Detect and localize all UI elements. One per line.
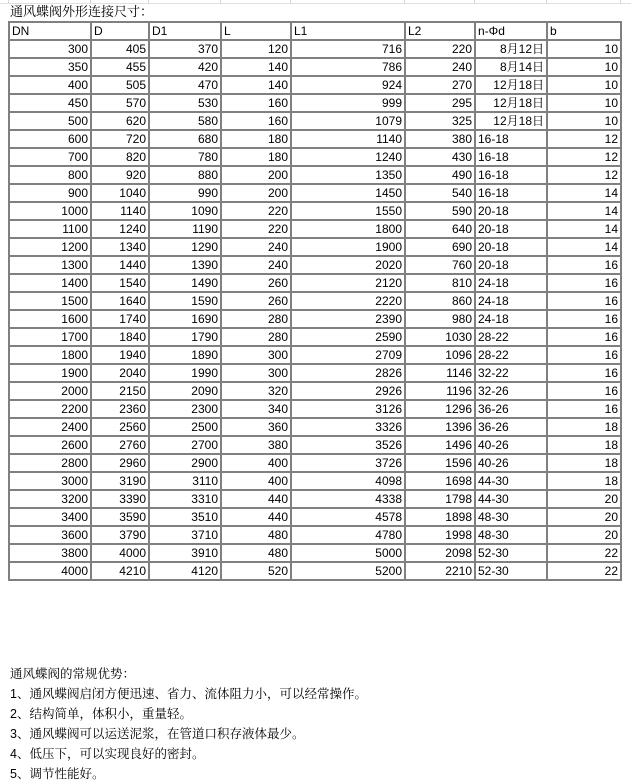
table-cell: 36-26 [475, 400, 547, 418]
table-cell: 1940 [91, 346, 149, 364]
table-cell: 16 [547, 346, 621, 364]
table-row [9, 562, 621, 580]
column-header: L2 [405, 22, 475, 40]
table-cell: 220 [221, 220, 291, 238]
table-row [9, 256, 621, 274]
table-cell: 590 [405, 202, 475, 220]
table-cell: 52-30 [475, 544, 547, 562]
table-cell: 2960 [91, 454, 149, 472]
table-cell: 3910 [149, 544, 221, 562]
table-cell: 1396 [405, 418, 475, 436]
table-cell: 600 [9, 130, 91, 148]
table-cell: 4098 [291, 472, 405, 490]
table-cell: 470 [149, 76, 221, 94]
table-cell: 3710 [149, 526, 221, 544]
table-row [9, 400, 621, 418]
table-cell: 3600 [9, 526, 91, 544]
table-cell: 810 [405, 274, 475, 292]
table-cell: 2560 [91, 418, 149, 436]
table-cell: 24-18 [475, 274, 547, 292]
table-cell: 1540 [91, 274, 149, 292]
table-cell: 2826 [291, 364, 405, 382]
table-row [9, 76, 621, 94]
table-cell: 780 [149, 148, 221, 166]
table-cell: 120 [221, 40, 291, 58]
table-cell: 400 [221, 454, 291, 472]
table-cell: 200 [221, 184, 291, 202]
table-row [9, 544, 621, 562]
dimensions-table [8, 21, 622, 581]
table-cell: 2040 [91, 364, 149, 382]
table-cell: 2020 [291, 256, 405, 274]
table-cell: 12月18日 [475, 76, 547, 94]
table-cell: 48-30 [475, 526, 547, 544]
table-cell: 180 [221, 130, 291, 148]
table-row [9, 58, 621, 76]
advantages-notes [10, 664, 367, 784]
table-cell: 1490 [149, 274, 221, 292]
table-cell: 140 [221, 58, 291, 76]
table-row [9, 220, 621, 238]
table-cell: 36-26 [475, 418, 547, 436]
table-cell: 640 [405, 220, 475, 238]
table-cell: 690 [405, 238, 475, 256]
table-cell: 160 [221, 112, 291, 130]
table-cell: 1740 [91, 310, 149, 328]
table-row [9, 364, 621, 382]
table-cell: 3726 [291, 454, 405, 472]
table-cell: 1800 [9, 346, 91, 364]
table-cell: 490 [405, 166, 475, 184]
table-cell: 4578 [291, 508, 405, 526]
table-row [9, 328, 621, 346]
table-row [9, 238, 621, 256]
table-row [9, 454, 621, 472]
column-header: DN [9, 22, 91, 40]
table-cell: 16-18 [475, 166, 547, 184]
table-cell: 1350 [291, 166, 405, 184]
table-cell: 300 [9, 40, 91, 58]
table-cell: 22 [547, 544, 621, 562]
table-cell: 300 [221, 364, 291, 382]
table-cell: 1690 [149, 310, 221, 328]
table-cell: 500 [9, 112, 91, 130]
table-cell: 28-22 [475, 328, 547, 346]
table-cell: 2000 [9, 382, 91, 400]
table-cell: 52-30 [475, 562, 547, 580]
table-cell: 716 [291, 40, 405, 58]
table-cell: 3190 [91, 472, 149, 490]
table-cell: 260 [221, 292, 291, 310]
table-cell: 1590 [149, 292, 221, 310]
table-cell: 1240 [291, 148, 405, 166]
table-cell: 2300 [149, 400, 221, 418]
table-cell: 280 [221, 310, 291, 328]
table-cell: 3590 [91, 508, 149, 526]
table-cell: 900 [9, 184, 91, 202]
table-cell: 3400 [9, 508, 91, 526]
table-cell: 1800 [291, 220, 405, 238]
table-cell: 1600 [9, 310, 91, 328]
table-cell: 3526 [291, 436, 405, 454]
table-cell: 2709 [291, 346, 405, 364]
table-cell: 32-22 [475, 364, 547, 382]
table-cell: 20 [547, 490, 621, 508]
table-cell: 40-26 [475, 436, 547, 454]
table-cell: 3390 [91, 490, 149, 508]
table-row [9, 292, 621, 310]
table-cell: 16-18 [475, 130, 547, 148]
table-cell: 570 [91, 94, 149, 112]
notes-heading: 通风蝶阀的常规优势： [10, 667, 136, 681]
table-cell: 2590 [291, 328, 405, 346]
table-cell: 4210 [91, 562, 149, 580]
table-cell: 924 [291, 76, 405, 94]
table-row [9, 94, 621, 112]
table-cell: 18 [547, 436, 621, 454]
table-cell: 450 [9, 94, 91, 112]
table-cell: 20 [547, 526, 621, 544]
table-cell: 530 [149, 94, 221, 112]
column-header: n-Φd [475, 22, 547, 40]
table-cell: 1450 [291, 184, 405, 202]
table-cell: 260 [221, 274, 291, 292]
table-cell: 1240 [91, 220, 149, 238]
table-cell: 1698 [405, 472, 475, 490]
table-cell: 2220 [291, 292, 405, 310]
table-cell: 200 [221, 166, 291, 184]
table-cell: 1100 [9, 220, 91, 238]
table-cell: 2700 [149, 436, 221, 454]
table-cell: 20-18 [475, 220, 547, 238]
table-cell: 1296 [405, 400, 475, 418]
table-cell: 2210 [405, 562, 475, 580]
table-row [9, 526, 621, 544]
note-item: 4、低压下，可以实现良好的密封。 [10, 747, 205, 761]
table-cell: 2360 [91, 400, 149, 418]
table-cell: 240 [405, 58, 475, 76]
table-cell: 12 [547, 166, 621, 184]
table-cell: 680 [149, 130, 221, 148]
table-cell: 14 [547, 238, 621, 256]
table-row [9, 508, 621, 526]
table-cell: 12 [547, 148, 621, 166]
table-cell: 220 [221, 202, 291, 220]
table-cell: 325 [405, 112, 475, 130]
column-header: D [91, 22, 149, 40]
table-cell: 1596 [405, 454, 475, 472]
table-cell: 3326 [291, 418, 405, 436]
table-cell: 1196 [405, 382, 475, 400]
table-cell: 18 [547, 454, 621, 472]
table-cell: 2760 [91, 436, 149, 454]
table-cell: 1096 [405, 346, 475, 364]
table-cell: 16 [547, 256, 621, 274]
table-cell: 240 [221, 238, 291, 256]
table-cell: 1190 [149, 220, 221, 238]
table-row [9, 472, 621, 490]
table-cell: 2098 [405, 544, 475, 562]
table-cell: 3800 [9, 544, 91, 562]
table-cell: 2150 [91, 382, 149, 400]
table-cell: 3110 [149, 472, 221, 490]
table-cell: 420 [149, 58, 221, 76]
table-cell: 1990 [149, 364, 221, 382]
table-cell: 1400 [9, 274, 91, 292]
table-cell: 1390 [149, 256, 221, 274]
table-row [9, 490, 621, 508]
table-cell: 405 [91, 40, 149, 58]
table-cell: 2390 [291, 310, 405, 328]
table-cell: 1900 [291, 238, 405, 256]
table-cell: 999 [291, 94, 405, 112]
table-cell: 5000 [291, 544, 405, 562]
table-cell: 16 [547, 400, 621, 418]
table-cell: 12月18日 [475, 94, 547, 112]
table-cell: 16-18 [475, 148, 547, 166]
table-row [9, 382, 621, 400]
table-cell: 430 [405, 148, 475, 166]
table-row [9, 310, 621, 328]
table-cell: 16 [547, 274, 621, 292]
table-cell: 10 [547, 40, 621, 58]
table-cell: 14 [547, 220, 621, 238]
table-cell: 1030 [405, 328, 475, 346]
table-cell: 40-26 [475, 454, 547, 472]
table-cell: 20 [547, 508, 621, 526]
table-cell: 4780 [291, 526, 405, 544]
table-cell: 12月18日 [475, 112, 547, 130]
table-cell: 280 [221, 328, 291, 346]
column-header: D1 [149, 22, 221, 40]
table-cell: 455 [91, 58, 149, 76]
table-cell: 14 [547, 202, 621, 220]
table-cell: 18 [547, 472, 621, 490]
table-cell: 16 [547, 382, 621, 400]
table-cell: 300 [221, 346, 291, 364]
table-cell: 2800 [9, 454, 91, 472]
note-item: 2、结构简单，体积小，重量轻。 [10, 707, 192, 721]
table-cell: 8月12日 [475, 40, 547, 58]
table-cell: 44-30 [475, 472, 547, 490]
table-cell: 2400 [9, 418, 91, 436]
table-cell: 22 [547, 562, 621, 580]
note-item: 5、调节性能好。 [10, 767, 105, 781]
table-cell: 700 [9, 148, 91, 166]
table-cell: 370 [149, 40, 221, 58]
table-cell: 3510 [149, 508, 221, 526]
table-cell: 1290 [149, 238, 221, 256]
table-cell: 1496 [405, 436, 475, 454]
table-cell: 820 [91, 148, 149, 166]
note-item: 1、通风蝶阀启闭方便迅速、省力、流体阻力小，可以经常操作。 [10, 687, 367, 701]
table-cell: 48-30 [475, 508, 547, 526]
table-cell: 1550 [291, 202, 405, 220]
table-cell: 980 [405, 310, 475, 328]
table-cell: 1000 [9, 202, 91, 220]
table-cell: 4000 [91, 544, 149, 562]
table-cell: 2200 [9, 400, 91, 418]
table-cell: 760 [405, 256, 475, 274]
table-cell: 2926 [291, 382, 405, 400]
table-row [9, 346, 621, 364]
table-cell: 1090 [149, 202, 221, 220]
note-item: 3、通风蝶阀可以运送泥浆，在管道口积存液体最少。 [10, 727, 305, 741]
table-cell: 1798 [405, 490, 475, 508]
table-cell: 4120 [149, 562, 221, 580]
table-cell: 620 [91, 112, 149, 130]
table-cell: 380 [405, 130, 475, 148]
table-cell: 480 [221, 526, 291, 544]
table-cell: 8月14日 [475, 58, 547, 76]
table-cell: 20-18 [475, 238, 547, 256]
table-cell: 880 [149, 166, 221, 184]
table-cell: 1840 [91, 328, 149, 346]
table-cell: 3200 [9, 490, 91, 508]
table-cell: 360 [221, 418, 291, 436]
table-cell: 140 [221, 76, 291, 94]
table-cell: 1300 [9, 256, 91, 274]
table-cell: 180 [221, 148, 291, 166]
table-row [9, 166, 621, 184]
column-header: b [547, 22, 621, 40]
table-cell: 2600 [9, 436, 91, 454]
table-cell: 16 [547, 292, 621, 310]
table-cell: 12 [547, 130, 621, 148]
table-cell: 440 [221, 490, 291, 508]
table-cell: 1890 [149, 346, 221, 364]
table-cell: 295 [405, 94, 475, 112]
table-cell: 160 [221, 94, 291, 112]
table-cell: 440 [221, 508, 291, 526]
table-cell: 1900 [9, 364, 91, 382]
table-cell: 18 [547, 418, 621, 436]
table-cell: 786 [291, 58, 405, 76]
table-cell: 1040 [91, 184, 149, 202]
table-cell: 1340 [91, 238, 149, 256]
table-cell: 16 [547, 310, 621, 328]
table-cell: 44-30 [475, 490, 547, 508]
table-title: 通风蝶阀外形连接尺寸： [10, 4, 154, 19]
table-cell: 720 [91, 130, 149, 148]
table-row [9, 418, 621, 436]
table-header-row [9, 22, 621, 40]
table-cell: 540 [405, 184, 475, 202]
table-cell: 380 [221, 436, 291, 454]
table-cell: 860 [405, 292, 475, 310]
table-cell: 2900 [149, 454, 221, 472]
table-cell: 1440 [91, 256, 149, 274]
table-row [9, 274, 621, 292]
table-cell: 220 [405, 40, 475, 58]
column-header: L [221, 22, 291, 40]
table-row [9, 148, 621, 166]
table-cell: 5200 [291, 562, 405, 580]
table-cell: 920 [91, 166, 149, 184]
table-cell: 1700 [9, 328, 91, 346]
table-cell: 2090 [149, 382, 221, 400]
table-row [9, 202, 621, 220]
table-cell: 4338 [291, 490, 405, 508]
table-cell: 4000 [9, 562, 91, 580]
table-cell: 3790 [91, 526, 149, 544]
table-cell: 3126 [291, 400, 405, 418]
table-cell: 990 [149, 184, 221, 202]
table-cell: 1140 [91, 202, 149, 220]
table-cell: 24-18 [475, 292, 547, 310]
table-cell: 480 [221, 544, 291, 562]
table-cell: 800 [9, 166, 91, 184]
table-cell: 580 [149, 112, 221, 130]
table-cell: 3000 [9, 472, 91, 490]
column-header: L1 [291, 22, 405, 40]
table-cell: 1898 [405, 508, 475, 526]
table-cell: 16-18 [475, 184, 547, 202]
table-row [9, 184, 621, 202]
table-cell: 16 [547, 328, 621, 346]
table-cell: 1140 [291, 130, 405, 148]
table-cell: 10 [547, 94, 621, 112]
table-cell: 2500 [149, 418, 221, 436]
table-row [9, 436, 621, 454]
table-cell: 10 [547, 112, 621, 130]
table-cell: 20-18 [475, 202, 547, 220]
table-cell: 1640 [91, 292, 149, 310]
table-cell: 16 [547, 364, 621, 382]
table-cell: 1146 [405, 364, 475, 382]
table-cell: 400 [221, 472, 291, 490]
table-cell: 28-22 [475, 346, 547, 364]
table-cell: 20-18 [475, 256, 547, 274]
table-cell: 2120 [291, 274, 405, 292]
table-cell: 320 [221, 382, 291, 400]
table-cell: 505 [91, 76, 149, 94]
table-row [9, 130, 621, 148]
table-row [9, 112, 621, 130]
table-cell: 10 [547, 58, 621, 76]
table-cell: 1998 [405, 526, 475, 544]
table-cell: 1079 [291, 112, 405, 130]
table-cell: 10 [547, 76, 621, 94]
table-cell: 340 [221, 400, 291, 418]
table-cell: 270 [405, 76, 475, 94]
table-cell: 1790 [149, 328, 221, 346]
table-cell: 400 [9, 76, 91, 94]
table-row [9, 40, 621, 58]
table-cell: 24-18 [475, 310, 547, 328]
table-cell: 240 [221, 256, 291, 274]
table-cell: 3310 [149, 490, 221, 508]
table-cell: 1200 [9, 238, 91, 256]
table-cell: 1500 [9, 292, 91, 310]
table-cell: 520 [221, 562, 291, 580]
table-cell: 350 [9, 58, 91, 76]
table-cell: 32-26 [475, 382, 547, 400]
table-cell: 14 [547, 184, 621, 202]
